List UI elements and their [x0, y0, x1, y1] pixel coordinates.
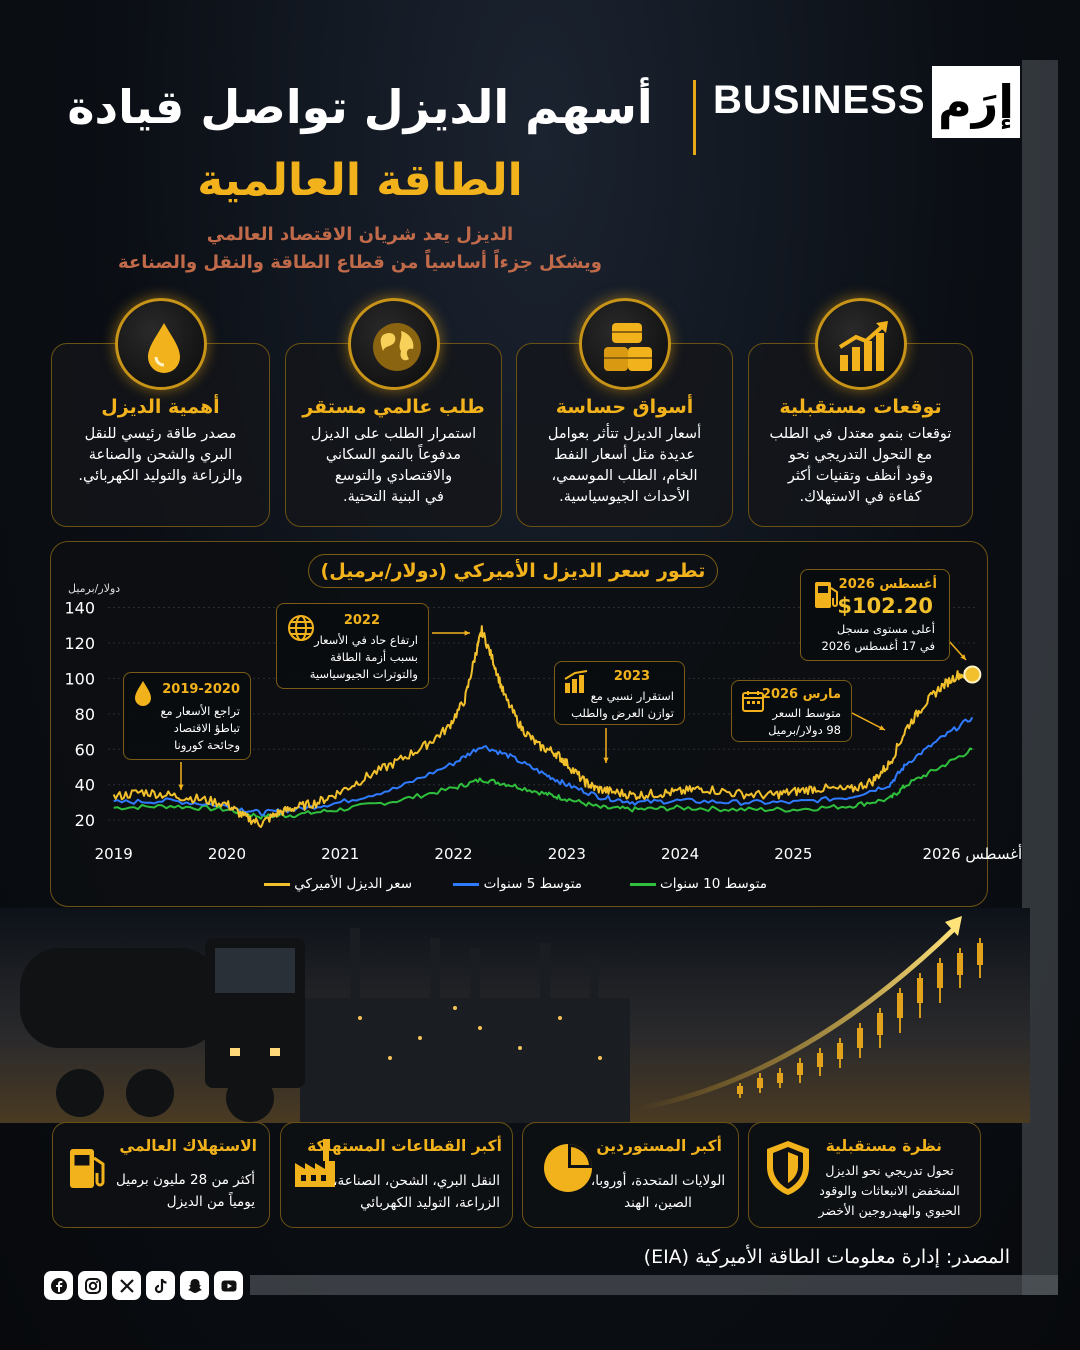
y-tick-label: 120 — [64, 633, 95, 653]
annotation-date: أغسطس 2026 — [838, 577, 937, 592]
social-icons — [44, 1271, 243, 1300]
stat-card-outlook — [748, 1122, 981, 1228]
page-title: أسهم الديزل تواصل قيادة — [67, 80, 653, 134]
card-line: مصدر طاقة رئيسي للنقل — [84, 426, 237, 442]
legend-swatch — [630, 883, 656, 886]
card-title: أهمية الديزل — [101, 396, 220, 418]
annotation-arrowhead — [465, 630, 470, 635]
x-icon[interactable] — [112, 1271, 141, 1300]
annotation-line: 98 دولار/برميل — [768, 723, 841, 737]
card-line: عديدة مثل أسعار النفط — [554, 447, 695, 463]
x-tick-label: 2020 — [207, 845, 247, 863]
annotation-2022 — [276, 603, 429, 689]
annotation-august-2026 — [800, 569, 950, 661]
stat-card-line: الولايات المتحدة، أوروبا، — [590, 1173, 726, 1189]
stat-card-body — [588, 1170, 728, 1214]
legend-swatch — [453, 883, 479, 886]
instagram-icon[interactable] — [78, 1271, 107, 1300]
stat-card-top-importers — [522, 1122, 739, 1228]
annotation-arrowhead — [178, 785, 183, 790]
source-credit: المصدر: إدارة معلومات الطاقة الأميركية (EIA) — [643, 1246, 1010, 1268]
annotation-year: 2022 — [343, 613, 380, 628]
card-line: وقود أنظف وتقنيات أكثر — [787, 468, 934, 484]
peak-price-value: $102.20 — [837, 594, 933, 618]
annotation-year: 2023 — [613, 669, 650, 684]
stat-card-line: يومياً من الديزل — [166, 1194, 255, 1210]
y-tick-label: 100 — [64, 669, 95, 689]
annotation-text — [571, 688, 674, 722]
annotation-line: توازن العرض والطلب — [571, 706, 674, 720]
card-line: استمرار الطلب على الديزل — [310, 426, 477, 442]
stat-card-line: الزراعة، التوليد الكهربائي — [360, 1195, 500, 1211]
annotation-march-2026 — [731, 680, 852, 742]
annotation-arrow — [852, 713, 885, 730]
stat-card-title: أكبر المستوردين — [596, 1137, 722, 1155]
stat-card-body — [807, 1161, 972, 1221]
annotation-line: استقرار نسبي مع — [590, 689, 674, 703]
annotation-text — [310, 632, 418, 683]
annotation-year: مارس 2026 — [761, 687, 841, 702]
youtube-icon[interactable] — [214, 1271, 243, 1300]
card-line: والزراعة والتوليد الكهربائي. — [78, 468, 243, 484]
stat-card-title: أكبر القطاعات المستهلكة — [307, 1137, 502, 1155]
tiktok-icon[interactable] — [146, 1271, 175, 1300]
y-tick-label: 60 — [74, 740, 95, 760]
x-tick-label: 2025 — [774, 845, 813, 863]
legend-item-5yr-avg — [445, 876, 582, 892]
y-tick-label: 140 — [64, 598, 95, 618]
oil-drop-icon — [132, 679, 154, 711]
card-line: البري والشحن والصناعة — [88, 447, 233, 463]
x-tick-label: 2024 — [660, 845, 700, 863]
snapchat-icon[interactable] — [180, 1271, 209, 1300]
stat-card-line: تحول تدريجي نحو الديزل — [825, 1163, 954, 1178]
stat-card-title: الاستهلاك العالمي — [119, 1137, 257, 1155]
annotation-2023 — [554, 661, 685, 725]
stat-card-top-sectors — [280, 1122, 513, 1228]
facebook-icon[interactable] — [44, 1271, 73, 1300]
annotation-line: والتوترات الجيوسياسية — [309, 667, 418, 681]
annotation-line: بسبب أزمة الطاقة — [330, 650, 418, 664]
x-tick-label: 2023 — [547, 845, 586, 863]
annotation-arrowhead — [603, 758, 608, 763]
annotation-line: في 17 أغسطس 2026 — [821, 639, 935, 653]
chart-title: تطور سعر الديزل الأميركي (دولار/برميل) — [308, 554, 718, 588]
card-line: في البنية التحتية. — [343, 489, 444, 505]
legend-label: سعر الديزل الأميركي — [294, 876, 412, 892]
card-title: توقعات مستقبلية — [779, 396, 942, 418]
industrial-scene-illustration — [0, 908, 1030, 1123]
stat-card-line: النقل البري، الشحن، الصناعة، — [333, 1173, 500, 1189]
pie-chart-icon — [541, 1141, 595, 1199]
card-line: كفاءة في الاستهلاك. — [799, 489, 922, 505]
stat-card-body — [333, 1170, 500, 1214]
brand-business-text: BUSINESS — [713, 78, 926, 122]
card-line: مدفوعاً بالنمو السكاني — [325, 447, 462, 463]
subtitle-line-2: ويشكل جزءاً أساسياً من قطاع الطاقة والنقل والصناعة — [118, 252, 602, 273]
card-line: الأحداث الجيوسياسية. — [559, 489, 690, 505]
y-tick-label: 80 — [74, 704, 95, 724]
legend-label: متوسط 5 سنوات — [483, 876, 582, 892]
legend-item-diesel-price — [256, 876, 412, 892]
latest-price-point — [964, 667, 980, 683]
card-line: والاقتصادي والتوسع — [334, 468, 453, 484]
stat-card-title: نظرة مستقبلية — [825, 1137, 942, 1155]
card-line: الخام، الطلب الموسمي، — [551, 468, 698, 484]
annotation-text — [821, 621, 935, 655]
card-title: طلب عالمي مستقر — [302, 396, 485, 418]
x-tick-label: 2019 — [94, 845, 133, 863]
annotation-line: وجائحة كورونا — [174, 738, 240, 752]
y-tick-label: 20 — [74, 811, 95, 831]
stat-card-line: أكثر من 28 مليون برميل — [116, 1172, 255, 1188]
legend-item-10yr-avg — [622, 876, 767, 892]
card-line: توقعات بنمو معتدل في الطلب — [769, 426, 952, 442]
shield-icon — [763, 1139, 813, 1201]
annotation-line: ارتفاع حاد في الأسعار — [314, 633, 418, 647]
stat-card-line: الصين، الهند — [624, 1195, 692, 1211]
card-line: أسعار الديزل تتأثر بعوامل — [547, 426, 702, 442]
annotation-line: متوسط السعر — [772, 706, 841, 720]
x-tick-label: 2022 — [434, 845, 473, 863]
stat-card-body — [116, 1169, 255, 1213]
card-line: مع التحول التدريجي نحو — [788, 447, 933, 463]
y-tick-label: 40 — [74, 775, 95, 795]
card-title: أسواق حساسة — [555, 396, 694, 418]
annotation-text — [768, 705, 841, 739]
annotation-year: 2019-2020 — [162, 682, 240, 697]
brand-logo-text: إرَم — [938, 75, 1014, 129]
subtitle-line-1: الديزل يعد شريان الاقتصاد العالمي — [206, 224, 514, 245]
annotation-line: أعلى مستوى مسجل — [836, 622, 935, 636]
legend-swatch — [264, 883, 290, 886]
annotation-2019-2020 — [123, 672, 251, 760]
x-tick-label: 2021 — [321, 845, 360, 863]
stat-card-line: المنخفض الانبعاثات والوقود — [819, 1183, 960, 1198]
legend-label: متوسط 10 سنوات — [659, 876, 767, 892]
chart-y-unit-label: دولار/برميل — [68, 582, 121, 595]
annotation-text — [160, 703, 240, 754]
annotation-line: تباطؤ الاقتصاد — [173, 721, 240, 735]
annotation-line: تراجع الأسعار مع — [160, 704, 240, 718]
stat-card-global-consumption — [52, 1122, 270, 1228]
fuel-pump-icon — [67, 1141, 109, 1197]
stat-card-line: الحيوي والهيدروجين الأخضر — [818, 1203, 961, 1218]
x-tick-label: أغسطس 2026 — [922, 845, 1023, 863]
page-title-highlight: الطاقة العالمية — [197, 155, 523, 206]
